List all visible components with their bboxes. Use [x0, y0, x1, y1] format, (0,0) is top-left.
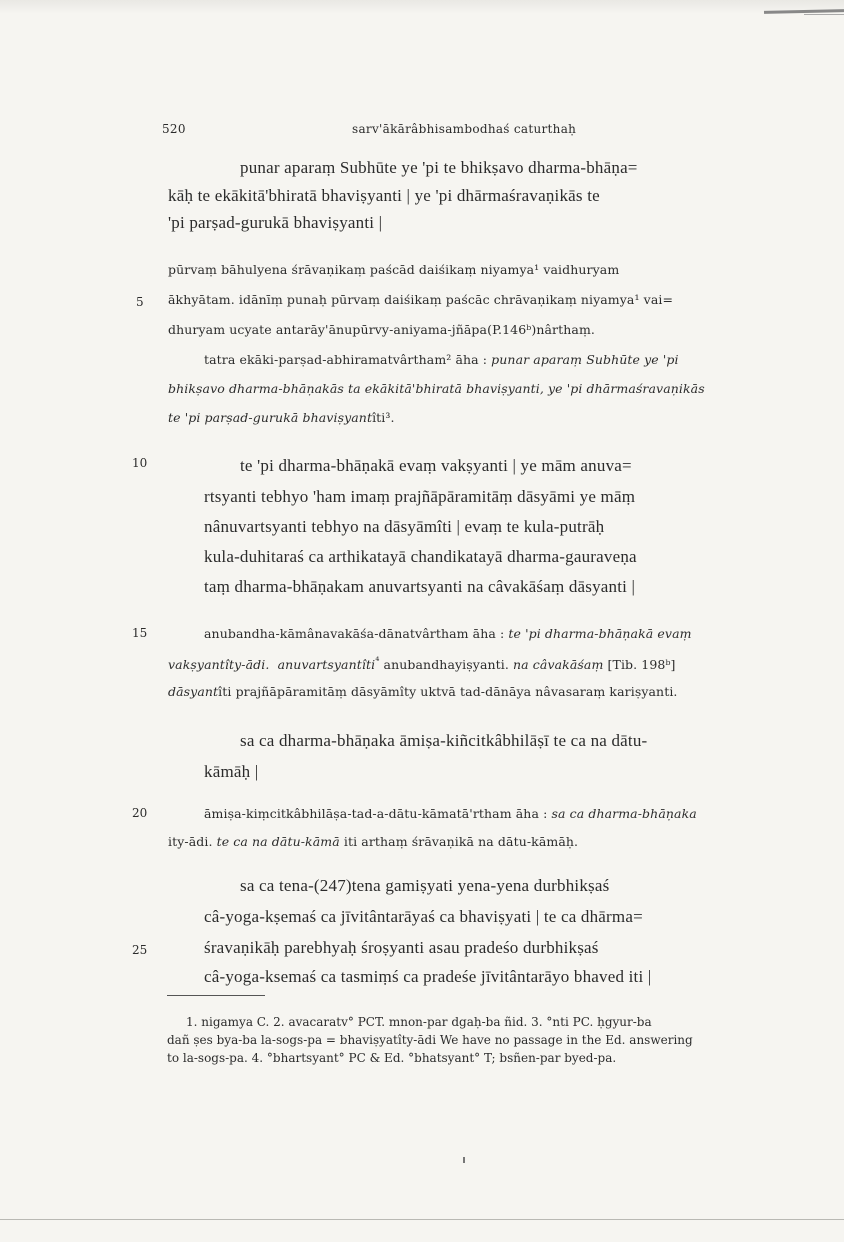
commentary-text: anubandhayiṣyanti. — [379, 657, 514, 673]
commentary-text: [Tib. 198ᵇ] — [603, 657, 676, 673]
verse-line: kāmāḥ | — [204, 762, 259, 781]
commentary-line — [168, 410, 395, 425]
commentary-text: îti prajñāpāramitāṃ dāsyāmîty uktvā tad-dānāya nâvasaraṃ kariṣyanti. — [218, 684, 678, 699]
commentary-quote: te 'pi parṣad-gurukā bhaviṣyant — [168, 410, 373, 425]
commentary-quote: bhikṣavo dharma-bhāṇakās ta ekākitā'bhiratā bhaviṣyanti, ye 'pi dhārmaśravaṇikās — [168, 381, 705, 396]
page-header — [162, 122, 762, 144]
footnote-line: to la-sogs-pa. 4. °bhartsyant° PC & Ed. °bhatsyant° T; bsñen-par byed-pa. — [167, 1051, 617, 1065]
commentary-line — [168, 834, 578, 849]
commentary-line — [204, 352, 679, 367]
footnote-line: dañ ṣes bya-ba la-sogs-pa = bhaviṣyatîty-ādi We have no passage in the Ed. answering — [167, 1033, 693, 1047]
footnote-rule — [167, 995, 265, 996]
commentary-quote: te 'pi dharma-bhāṇakā evaṃ — [508, 626, 692, 641]
commentary-line: pūrvaṃ bāhulyena śrāvaṇikaṃ paścād daiśikaṃ niyamya¹ vaidhuryam — [168, 262, 620, 277]
commentary-quote: dāsyant — [168, 684, 219, 699]
verse-line: sa ca dharma-bhāṇaka āmiṣa-kiñcitkâbhilāṣī te ca na dātu- — [240, 731, 648, 750]
commentary-text: iti arthaṃ śrāvaṇikā na dātu-kāmāḥ. — [339, 834, 579, 849]
commentary-text: anubandha-kāmânavakāśa-dānatvârtham āha : — [204, 626, 509, 641]
scan-speck — [463, 1157, 465, 1163]
commentary-quote: te ca na dātu-kāmā — [216, 834, 340, 849]
commentary-line: dhuryam ucyate antarāy'ānupūrvy-aniyama-jñāpa(P.146ᵇ)nârthaṃ. — [168, 322, 595, 337]
commentary-text: āmiṣa-kiṃcitkâbhilāṣa-tad-a-dātu-kāmatā'rtham āha : — [204, 806, 552, 821]
verse-line: te 'pi dharma-bhāṇakā evaṃ vakṣyanti | ye mām anuva= — [240, 456, 632, 475]
verse-line: câ-yoga-ksemaś ca tasmiṃś ca pradeśe jīvitântarāyo bhaved iti | — [204, 967, 652, 986]
scan-edge-bottom — [0, 1219, 844, 1220]
commentary-line: ākhyātam. idānīṃ punaḥ pūrvaṃ daiśikaṃ paścāc chrāvaṇikaṃ niyamya¹ vai= — [168, 292, 674, 307]
commentary-text: îti³. — [372, 410, 395, 425]
commentary-line — [204, 806, 697, 821]
verse-line: nânuvartsyanti tebhyo na dāsyāmîti | evaṃ te kula-putrāḥ — [204, 517, 605, 536]
line-number: 10 — [132, 456, 148, 470]
line-number: 20 — [132, 806, 148, 820]
verse-line: kāḥ te ekākitā'bhiratā bhaviṣyanti | ye 'pi dhārmaśravaṇikās te — [168, 186, 600, 205]
running-title: sarv'ākārâbhisambodhaś caturthaḥ — [352, 122, 577, 136]
commentary-quote: sa ca dharma-bhāṇaka — [551, 806, 697, 821]
verse-line: rtsyanti tebhyo 'ham imaṃ prajñāpāramitāṃ dāsyāmi ye māṃ — [204, 487, 636, 506]
verse-line: 'pi parṣad-gurukā bhaviṣyanti | — [168, 213, 383, 232]
footnote-ref: ⁴ — [375, 655, 380, 667]
verse-line: kula-duhitaraś ca arthikatayā chandikatayā dharma-gauraveṇa — [204, 547, 637, 566]
scan-mark — [804, 14, 844, 15]
verse-line: taṃ dharma-bhāṇakam anuvartsyanti na câvakāśaṃ dāsyanti | — [204, 577, 636, 596]
footnote-line: 1. nigamya C. 2. avacaratv° PCT. mnon-par dgaḥ-ba ñid. 3. °nti PC. ḥgyur-ba — [186, 1015, 652, 1029]
commentary-text: tatra ekāki-parṣad-abhiramatvârtham² āha : — [204, 352, 492, 367]
commentary-text: ity-ādi. — [168, 834, 217, 849]
commentary-quote: vakṣyantîty-ādi. — [168, 657, 270, 673]
commentary-quote: na câvakāśaṃ — [513, 657, 604, 673]
verse-line: câ-yoga-kṣemaś ca jīvitântarāyaś ca bhaviṣyati | te ca dhārma= — [204, 907, 643, 926]
line-number: 15 — [132, 626, 148, 640]
commentary-quote: anuvartsyantîti — [277, 657, 376, 673]
verse-line: sa ca tena-(247)tena gamiṣyati yena-yena durbhikṣaś — [240, 876, 610, 895]
line-number: 25 — [132, 943, 148, 957]
scan-edge-top — [0, 0, 844, 14]
commentary-line — [204, 626, 692, 641]
verse-line: śravaṇikāḥ parebhyaḥ śroṣyanti asau pradeśo durbhikṣaś — [204, 938, 599, 957]
commentary-line — [168, 684, 678, 699]
line-number: 5 — [136, 295, 144, 309]
commentary-line — [168, 655, 676, 672]
commentary-quote: punar aparaṃ Subhūte ye 'pi — [491, 352, 679, 367]
page-number: 520 — [162, 122, 186, 136]
commentary-line — [168, 381, 705, 396]
verse-line: punar aparaṃ Subhūte ye 'pi te bhikṣavo dharma-bhāṇa= — [240, 158, 638, 177]
